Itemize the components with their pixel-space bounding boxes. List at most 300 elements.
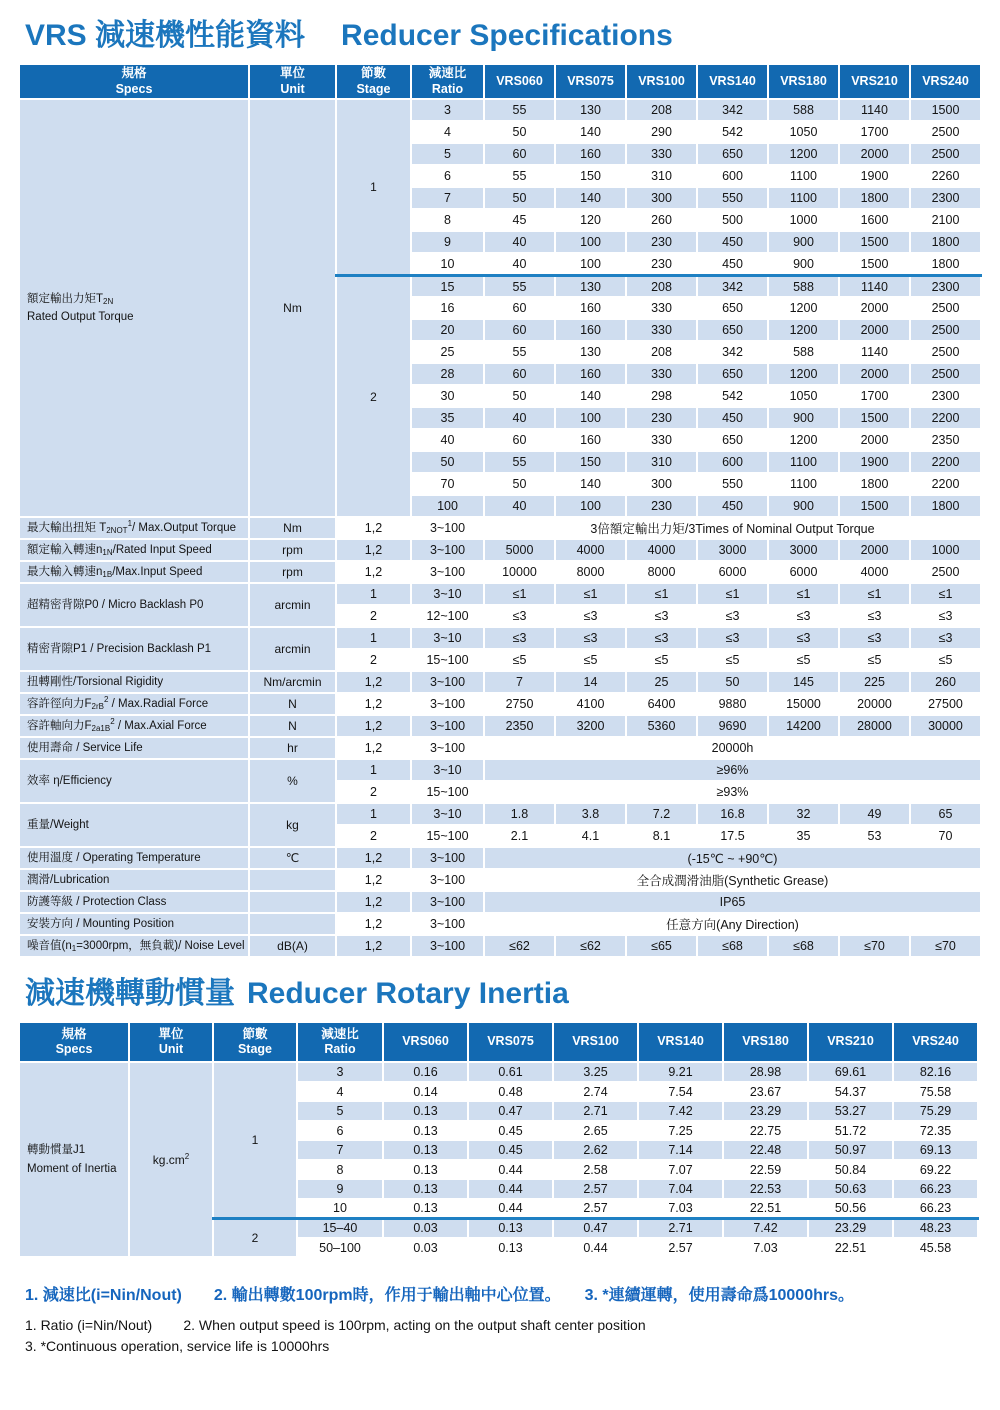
value-cell: 2100 <box>910 209 981 231</box>
value-cell: 2.65 <box>553 1121 638 1141</box>
value-cell: 28000 <box>839 715 910 737</box>
value-cell: 1140 <box>839 99 910 121</box>
ratio-cell: 3~10 <box>411 803 484 825</box>
value-cell: 0.45 <box>468 1121 553 1141</box>
value-cell: 1.8 <box>484 803 555 825</box>
spec-label-zh: 額定輸出力矩$T_{2N}$ <box>27 292 114 306</box>
value-cell: 330 <box>626 297 697 319</box>
value-cell: 2000 <box>839 319 910 341</box>
value-cell: 550 <box>697 187 768 209</box>
column-header-ratio <box>297 1022 383 1062</box>
inertia-table-header <box>19 1022 978 1062</box>
column-header-model: VRS240 <box>893 1022 978 1062</box>
value-cell: 2500 <box>910 143 981 165</box>
value-cell: 2000 <box>839 363 910 385</box>
ratio-cell: 15~100 <box>411 825 484 847</box>
value-cell: 230 <box>626 407 697 429</box>
value-cell: 40 <box>484 253 555 275</box>
value-cell: 1100 <box>768 165 839 187</box>
value-cell: 100 <box>555 253 626 275</box>
ratio-cell: 3~100 <box>411 935 484 957</box>
value-cell: 1500 <box>839 231 910 253</box>
value-cell: 75.58 <box>893 1082 978 1102</box>
value-cell: 0.13 <box>468 1218 553 1238</box>
unit-cell: rpm <box>249 539 336 561</box>
value-cell: 0.44 <box>468 1199 553 1219</box>
value-cell: 2500 <box>910 341 981 363</box>
value-cell: 2000 <box>839 539 910 561</box>
value-cell: 588 <box>768 341 839 363</box>
spec-label: 額定輸入轉速$n_{1N}$/Rated Input Speed <box>19 539 249 561</box>
value-cell: 22.51 <box>723 1199 808 1219</box>
value-cell: 1200 <box>768 319 839 341</box>
value-cell: 0.44 <box>468 1160 553 1180</box>
value-cell: 50 <box>484 187 555 209</box>
value-cell: 53 <box>839 825 910 847</box>
value-cell: ≤3 <box>484 627 555 649</box>
spec-label-moment-of-inertia <box>19 1062 129 1257</box>
value-cell: 30000 <box>910 715 981 737</box>
ratio-cell: 12~100 <box>411 605 484 627</box>
value-cell: 900 <box>768 407 839 429</box>
column-header-ratio-zh: 減速比 <box>428 66 467 80</box>
value-cell: 208 <box>626 275 697 297</box>
ratio-cell: 35 <box>411 407 484 429</box>
value-cell: 542 <box>697 385 768 407</box>
value-cell: 2.57 <box>553 1179 638 1199</box>
column-header-unit <box>129 1022 213 1062</box>
value-cell: 2350 <box>484 715 555 737</box>
value-cell: 2500 <box>910 121 981 143</box>
value-cell: 2750 <box>484 693 555 715</box>
ratio-cell: 70 <box>411 473 484 495</box>
value-span-cell: 20000h <box>484 737 981 759</box>
ratio-cell: 100 <box>411 495 484 517</box>
column-header-model: VRS060 <box>383 1022 468 1062</box>
value-cell: 4100 <box>555 693 626 715</box>
value-cell: 1600 <box>839 209 910 231</box>
value-cell: 2000 <box>839 297 910 319</box>
stage-cell: 1,2 <box>336 671 411 693</box>
value-cell: 450 <box>697 253 768 275</box>
stage-cell: 1,2 <box>336 891 411 913</box>
column-header-unit-en: Unit <box>280 81 305 96</box>
value-cell: 45.58 <box>893 1238 978 1258</box>
stage-cell: 1 <box>336 583 411 605</box>
value-cell: 3.8 <box>555 803 626 825</box>
value-cell: ≤62 <box>484 935 555 957</box>
stage-cell: 2 <box>336 781 411 803</box>
value-cell: 230 <box>626 253 697 275</box>
value-cell: 650 <box>697 319 768 341</box>
value-cell: 2260 <box>910 165 981 187</box>
rotary-inertia-table <box>18 1021 979 1258</box>
value-cell: 10000 <box>484 561 555 583</box>
value-cell: 130 <box>555 275 626 297</box>
column-header-model: VRS140 <box>638 1022 723 1062</box>
value-cell: 150 <box>555 451 626 473</box>
value-cell: 542 <box>697 121 768 143</box>
value-cell: 130 <box>555 99 626 121</box>
value-cell: 298 <box>626 385 697 407</box>
value-cell: 3000 <box>697 539 768 561</box>
value-cell: 0.44 <box>553 1238 638 1258</box>
value-cell: 7.54 <box>638 1082 723 1102</box>
ratio-cell: 3~10 <box>411 627 484 649</box>
ratio-cell: 5 <box>411 143 484 165</box>
value-cell: 0.45 <box>468 1140 553 1160</box>
value-cell: 55 <box>484 451 555 473</box>
value-cell: 65 <box>910 803 981 825</box>
column-header-stage-en: Stage <box>356 81 391 96</box>
spec-label: 扭轉剛性/Torsional Rigidity <box>19 671 249 693</box>
value-cell: 40 <box>484 407 555 429</box>
value-cell: ≤1 <box>626 583 697 605</box>
column-header-specs <box>19 1022 129 1062</box>
value-cell: 60 <box>484 429 555 451</box>
value-cell: 650 <box>697 363 768 385</box>
column-header-model: VRS060 <box>484 64 555 99</box>
value-cell: 6400 <box>626 693 697 715</box>
value-cell: 2.57 <box>638 1238 723 1258</box>
value-cell: 20000 <box>839 693 910 715</box>
value-cell: ≤3 <box>555 627 626 649</box>
value-cell: 1200 <box>768 143 839 165</box>
column-header-model: VRS140 <box>697 64 768 99</box>
value-cell: 1500 <box>839 495 910 517</box>
page-title-specifications-en: Reducer Specifications <box>341 19 673 52</box>
value-cell: ≤3 <box>697 627 768 649</box>
value-cell: 7.03 <box>723 1238 808 1258</box>
value-span-cell: 任意方向(Any Direction) <box>484 913 981 935</box>
ratio-cell: 50–100 <box>297 1238 383 1258</box>
footnote-en-2: 3. *Continuous operation, service life is 10000hrs <box>25 1338 330 1355</box>
column-header-stage-zh: 節數 <box>242 1026 268 1041</box>
value-cell: ≤5 <box>839 649 910 671</box>
column-header-stage <box>213 1022 297 1062</box>
value-cell: ≤3 <box>839 627 910 649</box>
ratio-cell: 3~100 <box>411 561 484 583</box>
page-title-specifications-zh: VRS 減速機性能資料 <box>25 19 306 52</box>
spec-label: 防護等級 / Protection Class <box>19 891 249 913</box>
ratio-cell: 9 <box>411 231 484 253</box>
value-cell: 130 <box>555 341 626 363</box>
value-cell: 160 <box>555 363 626 385</box>
page-title-inertia <box>25 968 1000 1012</box>
spec-label-zh: 轉動慣量J1 <box>27 1144 86 1157</box>
value-span-cell: 全合成潤滑油脂(Synthetic Grease) <box>484 869 981 891</box>
value-cell: 160 <box>555 429 626 451</box>
value-cell: 145 <box>768 671 839 693</box>
value-cell: 7.25 <box>638 1121 723 1141</box>
value-cell: 310 <box>626 451 697 473</box>
ratio-cell: 3 <box>411 99 484 121</box>
value-cell: 1800 <box>910 495 981 517</box>
value-cell: ≤1 <box>484 583 555 605</box>
unit-cell: N <box>249 693 336 715</box>
value-cell: 1800 <box>910 231 981 253</box>
value-cell: 53.27 <box>808 1101 893 1121</box>
column-header-model: VRS075 <box>468 1022 553 1062</box>
value-cell: 2500 <box>910 319 981 341</box>
value-cell: 1200 <box>768 429 839 451</box>
stage-cell: 1,2 <box>336 517 411 539</box>
value-cell: 0.03 <box>383 1238 468 1258</box>
value-cell: 8000 <box>555 561 626 583</box>
stage-cell: 1,2 <box>336 935 411 957</box>
value-cell: 3200 <box>555 715 626 737</box>
value-cell: ≤1 <box>768 583 839 605</box>
ratio-cell: 4 <box>411 121 484 143</box>
spec-label: 容許軸向力$F_{2a1B}^2$ / Max.Axial Force <box>19 715 249 737</box>
value-cell: 45 <box>484 209 555 231</box>
value-cell: 25 <box>626 671 697 693</box>
value-span-cell: ≥93% <box>484 781 981 803</box>
stage-cell: 1,2 <box>336 869 411 891</box>
ratio-cell: 20 <box>411 319 484 341</box>
value-cell: 140 <box>555 385 626 407</box>
value-cell: ≤5 <box>626 649 697 671</box>
column-header-unit-zh: 單位 <box>158 1026 184 1041</box>
value-cell: 1050 <box>768 385 839 407</box>
value-cell: ≤3 <box>839 605 910 627</box>
value-cell: 1800 <box>839 187 910 209</box>
value-cell: 900 <box>768 253 839 275</box>
value-cell: 0.44 <box>468 1179 553 1199</box>
value-cell: ≤3 <box>626 605 697 627</box>
ratio-cell: 10 <box>297 1199 383 1219</box>
stage-cell: 1,2 <box>336 737 411 759</box>
value-cell: 50 <box>484 121 555 143</box>
spec-label-en: Moment of Inertia <box>27 1162 117 1175</box>
value-span-cell: 3倍額定輸出力矩/3Times of Nominal Output Torque <box>484 517 981 539</box>
value-cell: 7 <box>484 671 555 693</box>
column-header-model: VRS180 <box>768 64 839 99</box>
value-cell: 2350 <box>910 429 981 451</box>
value-cell: 650 <box>697 429 768 451</box>
value-cell: 1700 <box>839 385 910 407</box>
value-cell: 1050 <box>768 121 839 143</box>
value-cell: 330 <box>626 319 697 341</box>
ratio-cell: 8 <box>411 209 484 231</box>
value-cell: 2000 <box>839 429 910 451</box>
stage-cell: 1,2 <box>336 693 411 715</box>
value-cell: 2.58 <box>553 1160 638 1180</box>
value-cell: 0.13 <box>468 1238 553 1258</box>
ratio-cell: 3~10 <box>411 759 484 781</box>
value-cell: 3.25 <box>553 1062 638 1082</box>
value-cell: 588 <box>768 99 839 121</box>
column-header-stage-zh: 節數 <box>360 66 386 80</box>
ratio-cell: 30 <box>411 385 484 407</box>
value-cell: ≤62 <box>555 935 626 957</box>
value-cell: 208 <box>626 341 697 363</box>
value-cell: ≤1 <box>839 583 910 605</box>
value-cell: 900 <box>768 231 839 253</box>
column-header-specs-zh: 規格 <box>61 1026 87 1041</box>
stage-cell: 1,2 <box>336 715 411 737</box>
value-cell: ≤3 <box>697 605 768 627</box>
value-cell: 342 <box>697 99 768 121</box>
value-cell: 6000 <box>697 561 768 583</box>
value-cell: 450 <box>697 407 768 429</box>
column-header-model: VRS075 <box>555 64 626 99</box>
value-cell: 7.14 <box>638 1140 723 1160</box>
stage-cell: 2 <box>336 649 411 671</box>
ratio-cell: 3~100 <box>411 517 484 539</box>
value-cell: 2500 <box>910 363 981 385</box>
column-header-ratio-zh: 減速比 <box>321 1026 359 1041</box>
ratio-cell: 28 <box>411 363 484 385</box>
value-cell: 160 <box>555 143 626 165</box>
ratio-cell: 16 <box>411 297 484 319</box>
unit-cell <box>249 869 336 891</box>
stage-cell: 2 <box>336 605 411 627</box>
stage-cell: 2 <box>336 825 411 847</box>
value-cell: ≤5 <box>697 649 768 671</box>
value-cell: 54.37 <box>808 1082 893 1102</box>
ratio-cell: 3~100 <box>411 693 484 715</box>
column-header-model: VRS100 <box>553 1022 638 1062</box>
value-cell: 160 <box>555 319 626 341</box>
value-cell: ≤3 <box>768 627 839 649</box>
stage-cell: 1,2 <box>336 847 411 869</box>
ratio-cell: 3 <box>297 1062 383 1082</box>
value-cell: 1000 <box>910 539 981 561</box>
spec-label: 噪音值($n_1=3000rpm$，無負載)/ Noise Level <box>19 935 249 957</box>
value-cell: 342 <box>697 275 768 297</box>
value-cell: ≤68 <box>697 935 768 957</box>
spec-label: 容許徑向力$F_{2rB}^2$ / Max.Radial Force <box>19 693 249 715</box>
unit-cell: Nm <box>249 99 336 517</box>
stage-cell: 1 <box>213 1062 297 1218</box>
value-cell: 225 <box>839 671 910 693</box>
column-header-ratio-en: Ratio <box>431 81 464 96</box>
spec-label: 最大輸入轉速$n_{1B}/Max.Input$ Speed <box>19 561 249 583</box>
value-cell: 6000 <box>768 561 839 583</box>
value-cell: 1500 <box>910 99 981 121</box>
value-cell: 2000 <box>839 143 910 165</box>
spec-label: 重量/Weight <box>19 803 249 847</box>
value-cell: 330 <box>626 143 697 165</box>
value-cell: 450 <box>697 231 768 253</box>
value-cell: 290 <box>626 121 697 143</box>
value-cell: 50 <box>697 671 768 693</box>
unit-cell <box>249 891 336 913</box>
value-cell: 27500 <box>910 693 981 715</box>
specs-table-header <box>19 64 981 99</box>
unit-cell: dB(A) <box>249 935 336 957</box>
value-cell: 1900 <box>839 165 910 187</box>
value-cell: 100 <box>555 407 626 429</box>
ratio-cell: 15~100 <box>411 781 484 803</box>
value-cell: 8.1 <box>626 825 697 847</box>
value-cell: 69.22 <box>893 1160 978 1180</box>
value-cell: 9690 <box>697 715 768 737</box>
value-cell: 1100 <box>768 187 839 209</box>
value-cell: 60 <box>484 319 555 341</box>
unit-cell: ℃ <box>249 847 336 869</box>
value-cell: ≤65 <box>626 935 697 957</box>
value-cell: 7.42 <box>638 1101 723 1121</box>
value-cell: 50 <box>484 473 555 495</box>
value-cell: 300 <box>626 187 697 209</box>
value-cell: 51.72 <box>808 1121 893 1141</box>
value-cell: 0.16 <box>383 1062 468 1082</box>
value-cell: 0.13 <box>383 1121 468 1141</box>
value-cell: 550 <box>697 473 768 495</box>
value-cell: 1140 <box>839 341 910 363</box>
ratio-cell: 15 <box>411 275 484 297</box>
value-cell: ≤1 <box>697 583 768 605</box>
value-cell: 8000 <box>626 561 697 583</box>
column-header-specs-zh: 規格 <box>121 66 147 80</box>
unit-cell: Nm/arcmin <box>249 671 336 693</box>
value-cell: 208 <box>626 99 697 121</box>
value-cell: 50.84 <box>808 1160 893 1180</box>
value-cell: 1000 <box>768 209 839 231</box>
ratio-cell: 7 <box>297 1140 383 1160</box>
value-cell: 160 <box>555 297 626 319</box>
value-cell: 600 <box>697 165 768 187</box>
value-cell: 22.75 <box>723 1121 808 1141</box>
column-header-ratio-en: Ratio <box>324 1042 356 1057</box>
unit-cell: Nm <box>249 517 336 539</box>
stage-cell: 1,2 <box>336 561 411 583</box>
value-cell: 0.13 <box>383 1199 468 1219</box>
value-cell: 2.71 <box>553 1101 638 1121</box>
stage-cell: 1,2 <box>336 913 411 935</box>
value-span-cell: IP65 <box>484 891 981 913</box>
spec-label: 超精密背隙P0 / Micro Backlash P0 <box>19 583 249 627</box>
unit-cell: $kg.cm^2$ <box>129 1062 213 1257</box>
value-cell: 70 <box>910 825 981 847</box>
value-cell: 22.53 <box>723 1179 808 1199</box>
value-cell: 150 <box>555 165 626 187</box>
value-cell: 2200 <box>910 451 981 473</box>
value-cell: 500 <box>697 209 768 231</box>
value-cell: 17.5 <box>697 825 768 847</box>
ratio-cell: 3~100 <box>411 869 484 891</box>
page-title-inertia-zh: 減速機轉動慣量 <box>25 977 235 1011</box>
spec-label: 潤滑/Lubrication <box>19 869 249 891</box>
ratio-cell: 3~100 <box>411 891 484 913</box>
value-cell: 310 <box>626 165 697 187</box>
ratio-cell: 3~100 <box>411 847 484 869</box>
value-cell: 588 <box>768 275 839 297</box>
value-cell: 23.29 <box>723 1101 808 1121</box>
value-cell: 1500 <box>839 253 910 275</box>
value-cell: ≤5 <box>555 649 626 671</box>
value-cell: 7.42 <box>723 1218 808 1238</box>
ratio-cell: 3~100 <box>411 737 484 759</box>
ratio-cell: 9 <box>297 1179 383 1199</box>
stage-cell: 1,2 <box>336 539 411 561</box>
value-cell: 14200 <box>768 715 839 737</box>
value-cell: 2500 <box>910 297 981 319</box>
value-cell: 260 <box>910 671 981 693</box>
column-header-model: VRS180 <box>723 1022 808 1062</box>
value-cell: 7.07 <box>638 1160 723 1180</box>
unit-cell: arcmin <box>249 583 336 627</box>
spec-label: 最大輸出扭矩 $T_{2NOT}^1/$ Max.Output Torque <box>19 517 249 539</box>
value-cell: 50.56 <box>808 1199 893 1219</box>
spec-label: 精密背隙P1 / Precision Backlash P1 <box>19 627 249 671</box>
value-cell: 66.23 <box>893 1179 978 1199</box>
value-cell: 49 <box>839 803 910 825</box>
value-cell: ≤3 <box>555 605 626 627</box>
value-cell: 75.29 <box>893 1101 978 1121</box>
